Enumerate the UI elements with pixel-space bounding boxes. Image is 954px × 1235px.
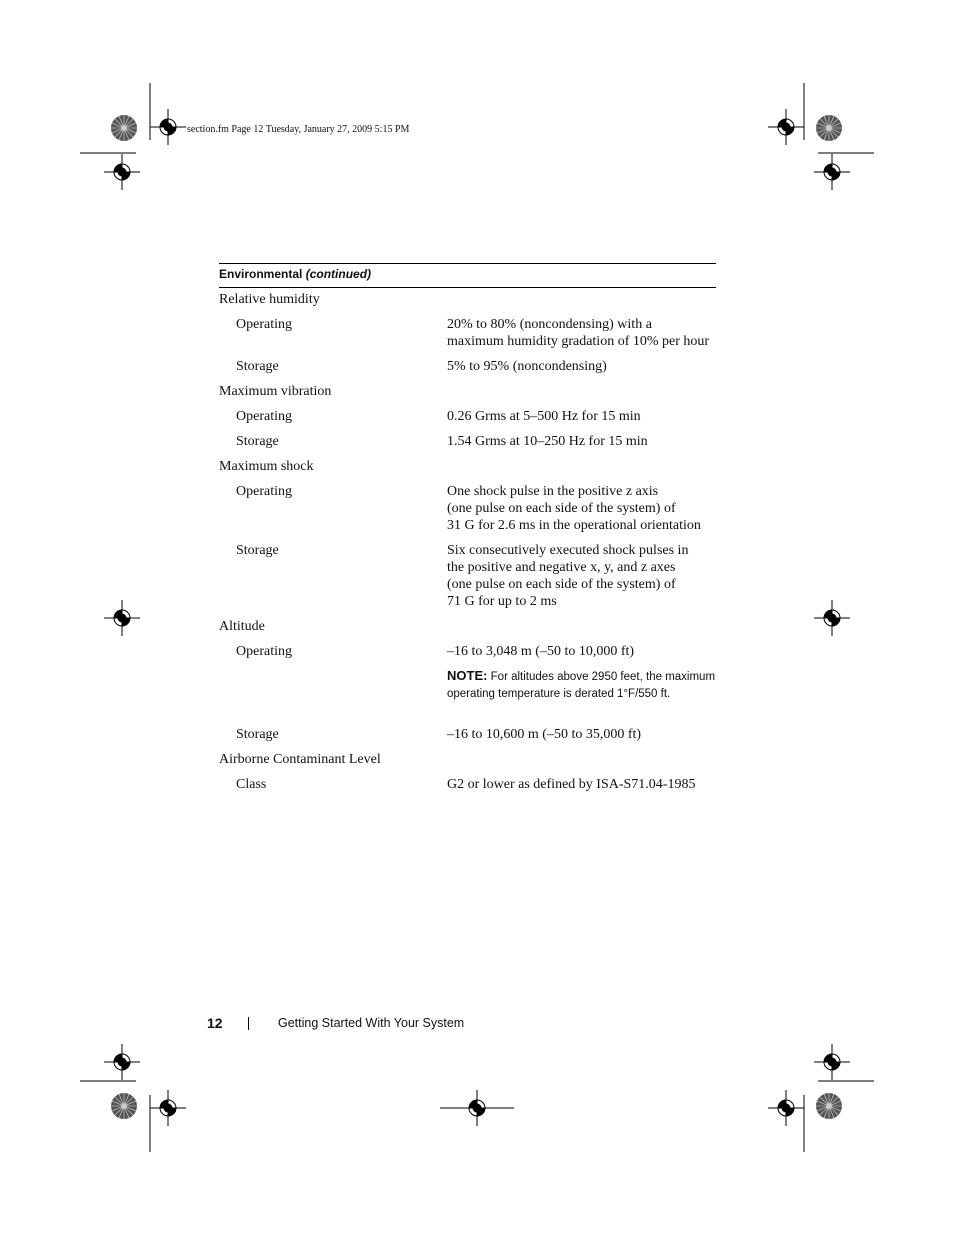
group-label: Altitude bbox=[219, 619, 265, 634]
registration-star-icon bbox=[111, 115, 137, 141]
row-label: Storage bbox=[236, 359, 279, 374]
print-slug-line: section.fm Page 12 Tuesday, January 27, 2009 5:15 PM bbox=[187, 124, 410, 135]
row-label: Storage bbox=[236, 543, 279, 558]
row-value: –16 to 10,600 m (–50 to 35,000 ft) bbox=[447, 727, 642, 742]
group-label: Airborne Contaminant Level bbox=[219, 752, 381, 767]
row-label: Class bbox=[236, 777, 267, 792]
row-label: Operating bbox=[236, 317, 292, 332]
altitude-note bbox=[447, 667, 717, 703]
group-label: Relative humidity bbox=[219, 292, 320, 307]
row-label: Operating bbox=[236, 644, 292, 659]
row-label: Operating bbox=[236, 484, 292, 499]
registration-target-icon bbox=[814, 154, 850, 190]
row-value: 1.54 Grms at 10–250 Hz for 15 min bbox=[447, 434, 648, 449]
row-value: One shock pulse in the positive z axis (one pulse on each side of the system) of 31 G for 2.6 ms in the operational orientation bbox=[447, 484, 701, 533]
group-label: Maximum shock bbox=[219, 459, 314, 474]
registration-target-icon bbox=[104, 154, 140, 190]
footer-title: Getting Started With Your System bbox=[278, 1016, 465, 1030]
registration-target-icon bbox=[150, 109, 186, 145]
row-value: G2 or lower as defined by ISA-S71.04-1985 bbox=[447, 777, 696, 792]
row-value: 5% to 95% (noncondensing) bbox=[447, 359, 607, 374]
row-value: 20% to 80% (noncondensing) with a maximum humidity gradation of 10% per hour bbox=[447, 317, 710, 349]
registration-target-icon bbox=[104, 1044, 140, 1080]
note-text: For altitudes above 2950 feet, the maximum operating temperature is derated 1°F/550 ft. bbox=[447, 671, 716, 700]
table-title-suffix: (continued) bbox=[305, 267, 372, 281]
registration-target-icon bbox=[768, 1090, 804, 1126]
row-label: Operating bbox=[236, 409, 292, 424]
registration-target-icon bbox=[104, 600, 140, 636]
registration-star-icon bbox=[816, 115, 842, 141]
registration-target-icon bbox=[150, 1090, 186, 1126]
environmental-table bbox=[219, 263, 716, 792]
note-label: NOTE: bbox=[447, 668, 488, 683]
registration-target-icon bbox=[768, 109, 804, 145]
page-number: 12 bbox=[207, 1015, 223, 1031]
registration-target-icon bbox=[814, 600, 850, 636]
group-label: Maximum vibration bbox=[219, 384, 332, 399]
registration-star-icon bbox=[111, 1093, 137, 1119]
footer-divider bbox=[248, 1017, 249, 1030]
row-label: Storage bbox=[236, 434, 279, 449]
registration-target-icon bbox=[814, 1044, 850, 1080]
table-header bbox=[219, 263, 716, 288]
row-value: –16 to 3,048 m (–50 to 10,000 ft) bbox=[447, 644, 635, 659]
row-value: Six consecutively executed shock pulses in the positive and negative x, y, and z axes (one pulse on each side of the system) of 71 G for up to 2 ms bbox=[447, 543, 689, 609]
registration-star-icon bbox=[816, 1093, 842, 1119]
table-title: Environmental bbox=[219, 267, 303, 281]
row-value: 0.26 Grms at 5–500 Hz for 15 min bbox=[447, 409, 641, 424]
row-label: Storage bbox=[236, 727, 279, 742]
